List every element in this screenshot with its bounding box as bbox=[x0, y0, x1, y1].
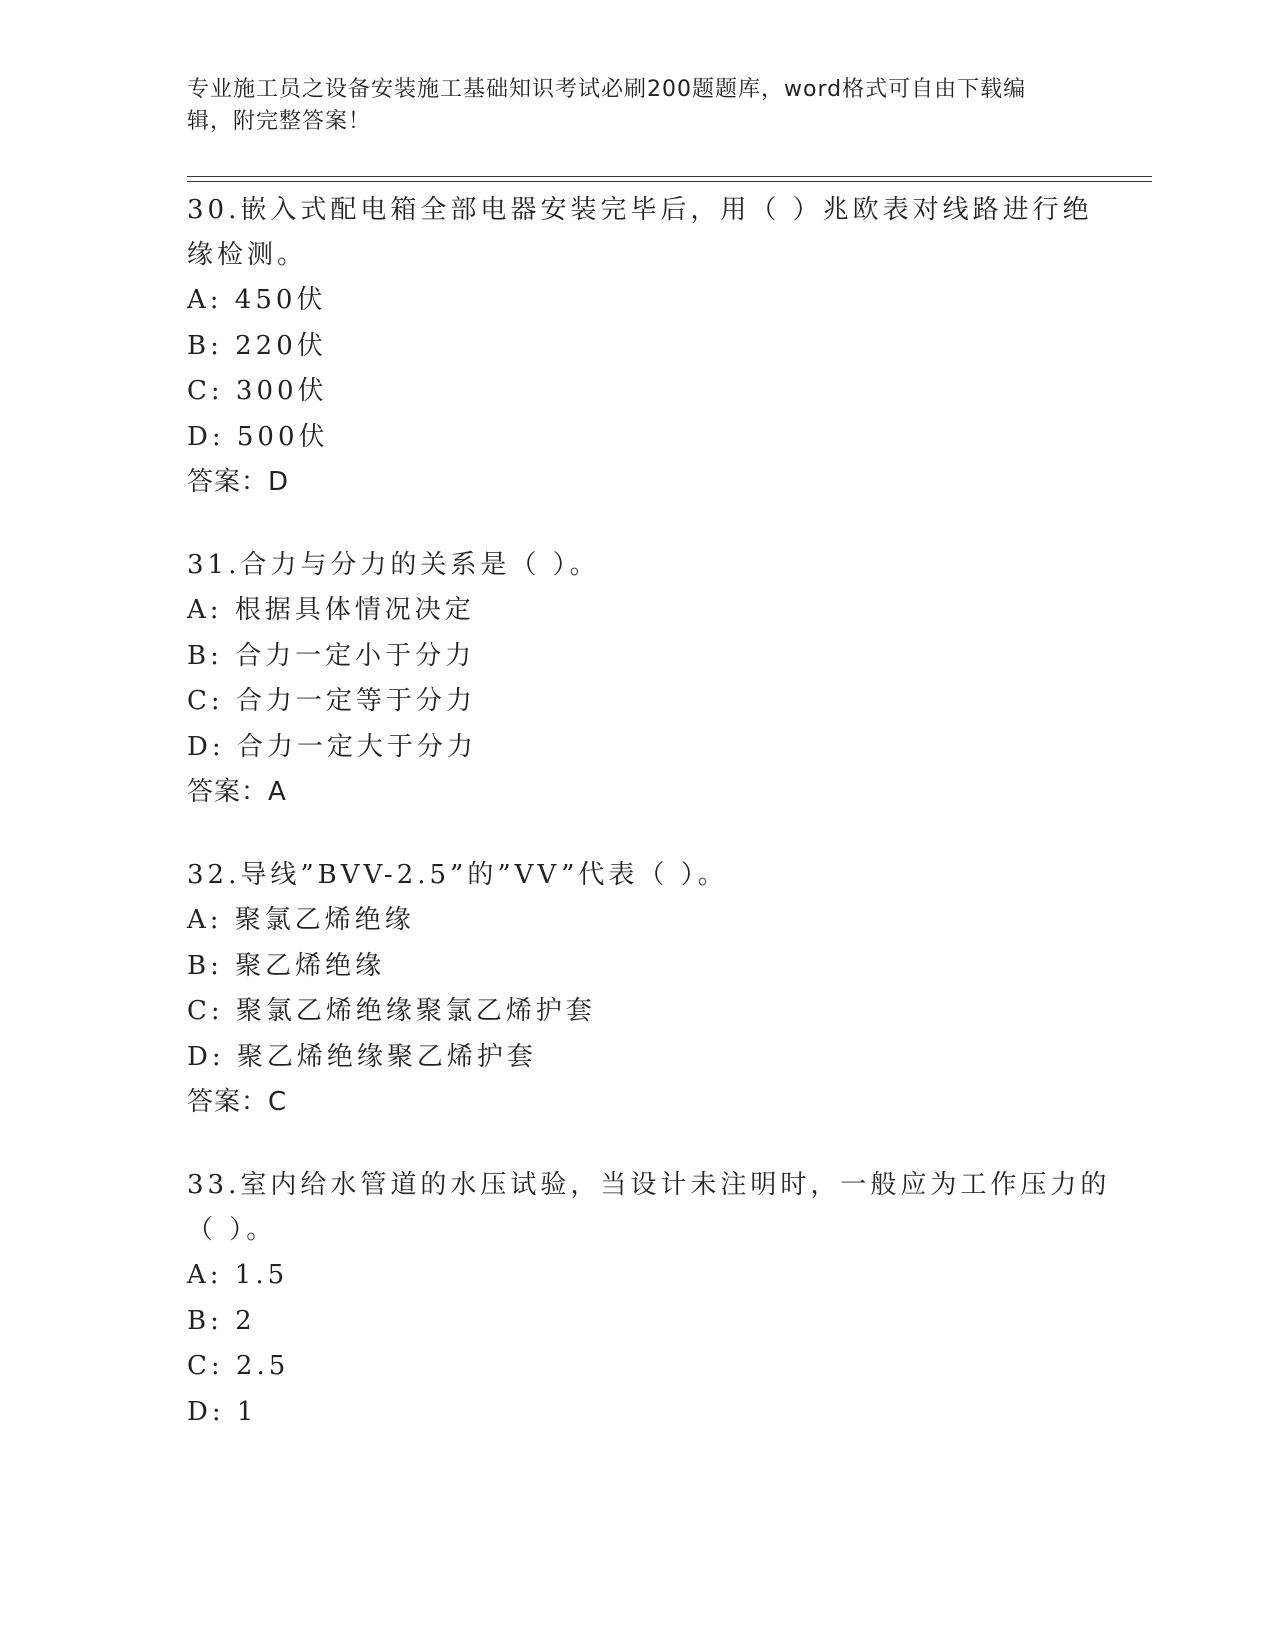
option-b: B: 聚乙烯绝缘 bbox=[187, 950, 386, 981]
option-b: B: 220伏 bbox=[187, 330, 327, 361]
question-stem: 30.嵌入式配电箱全部电器安装完毕后，用（ ）兆欧表对线路进行绝缘检测。 bbox=[187, 195, 1093, 270]
answer-label: 答案：C bbox=[187, 1087, 288, 1117]
option-c: C: 300伏 bbox=[187, 376, 328, 406]
option-d: D: 合力一定大于分力 bbox=[187, 731, 477, 762]
header-rule-bottom bbox=[187, 181, 1152, 182]
document-header: 专业施工员之设备安装施工基础知识考试必刷200题题库，word格式可自由下载编辑，附完整答案！ bbox=[187, 77, 1027, 134]
option-d: D: 1 bbox=[187, 1396, 258, 1427]
question-list bbox=[187, 188, 1117, 1473]
option-d: D: 500伏 bbox=[187, 421, 329, 452]
option-b: B: 合力一定小于分力 bbox=[187, 640, 476, 671]
option-d: D: 聚乙烯绝缘聚乙烯护套 bbox=[187, 1041, 537, 1072]
question-stem: 33.室内给水管道的水压试验，当设计未注明时，一般应为工作压力的（ ）。 bbox=[187, 1170, 1111, 1245]
question-30 bbox=[187, 188, 1117, 505]
option-c: C: 聚氯乙烯绝缘聚氯乙烯护套 bbox=[187, 996, 596, 1026]
option-b: B: 2 bbox=[187, 1305, 256, 1336]
option-c: C: 合力一定等于分力 bbox=[187, 686, 476, 716]
question-33 bbox=[187, 1163, 1117, 1435]
answer-label: 答案：A bbox=[187, 777, 287, 807]
option-a: A: 1.5 bbox=[187, 1260, 289, 1290]
question-31 bbox=[187, 543, 1117, 815]
question-stem: 31.合力与分力的关系是（ ）。 bbox=[187, 550, 600, 580]
option-a: A: 聚氯乙烯绝缘 bbox=[187, 905, 415, 935]
option-c: C: 2.5 bbox=[187, 1351, 290, 1381]
question-32 bbox=[187, 853, 1117, 1125]
answer-label: 答案：D bbox=[187, 467, 290, 497]
option-a: A: 根据具体情况决定 bbox=[187, 595, 475, 625]
header-rule-top bbox=[187, 176, 1152, 177]
option-a: A: 450伏 bbox=[187, 285, 327, 315]
question-stem: 32.导线”BVV-2.5”的”VV”代表（ ）。 bbox=[187, 860, 728, 890]
